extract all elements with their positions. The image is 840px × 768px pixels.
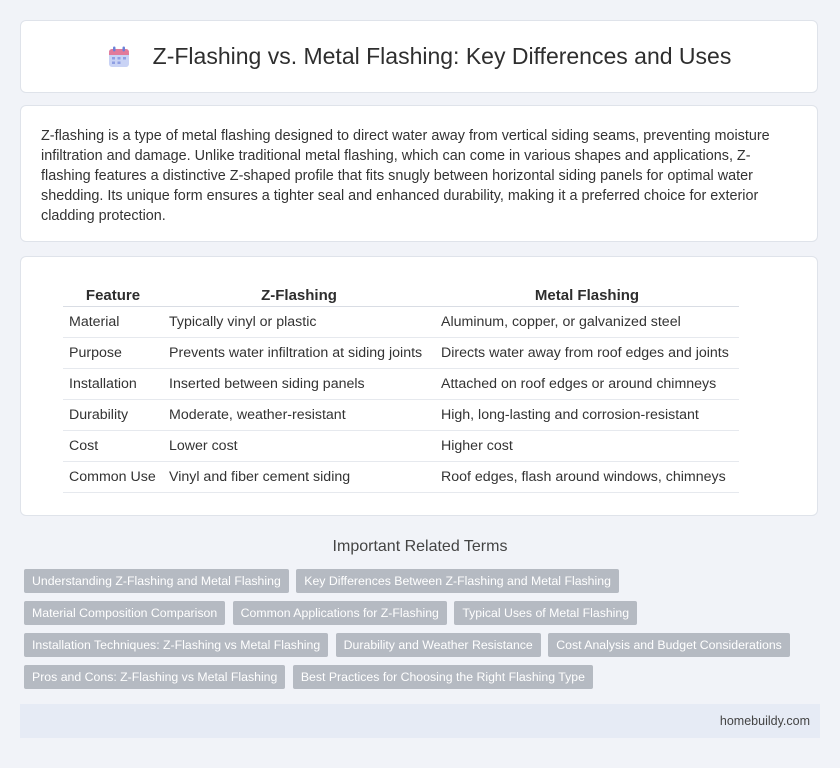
intro-paragraph: Z-flashing is a type of metal flashing designed to direct water away from vertical siding seams, preventing moisture infiltration and damage. Unlike traditional metal flashing, which can come in various shapes and applications, Z-flashing features a distinctive Z-shaped profile that fits snugly between horizontal siding panels for optimal water shedding. Its unique form ensures a tighter seal and enhanced durability, making it a preferred choice for exterior cladding protection. (41, 128, 770, 224)
table-cell: Aluminum, copper, or galvanized steel (435, 307, 739, 338)
table-row (63, 338, 739, 369)
table-cell: Lower cost (163, 431, 435, 462)
column-header-metal-flashing: Metal Flashing (435, 281, 739, 307)
footer (20, 704, 820, 738)
table-row (63, 307, 739, 338)
table-row (63, 369, 739, 400)
intro-card (20, 105, 818, 242)
related-term-tag[interactable]: Common Applications for Z-Flashing (233, 601, 447, 625)
table-cell: Typically vinyl or plastic (163, 307, 435, 338)
table-cell: Vinyl and fiber cement siding (163, 462, 435, 493)
table-cell: Higher cost (435, 431, 739, 462)
page-title-text: Z-Flashing vs. Metal Flashing: Key Differences and Uses (152, 43, 732, 69)
table-row (63, 400, 739, 431)
table-cell: Purpose (63, 338, 163, 369)
table-cell: Moderate, weather-resistant (163, 400, 435, 431)
title-card (20, 20, 818, 93)
table-row (63, 431, 739, 462)
related-terms-title: Important Related Terms (332, 538, 508, 555)
related-terms-list (24, 569, 824, 697)
related-term-tag[interactable]: Installation Techniques: Z-Flashing vs Metal Flashing (24, 633, 328, 657)
related-term-tag[interactable]: Cost Analysis and Budget Considerations (548, 633, 790, 657)
column-header-feature: Feature (63, 281, 163, 307)
column-header-z-flashing: Z-Flashing (163, 281, 435, 307)
table-cell: Cost (63, 431, 163, 462)
footer-site-name: homebuildy.com (719, 714, 810, 728)
related-term-tag[interactable]: Pros and Cons: Z-Flashing vs Metal Flashing (24, 665, 285, 689)
table-cell: Durability (63, 400, 163, 431)
table-cell: Directs water away from roof edges and joints (435, 338, 739, 369)
related-term-tag[interactable]: Material Composition Comparison (24, 601, 225, 625)
table-cell: Material (63, 307, 163, 338)
table-cell: Installation (63, 369, 163, 400)
related-term-tag[interactable]: Understanding Z-Flashing and Metal Flashing (24, 569, 289, 593)
table-cell: Attached on roof edges or around chimneys (435, 369, 739, 400)
calendar-icon (107, 45, 131, 69)
page-title (107, 43, 732, 70)
comparison-table-card (20, 256, 818, 516)
table-cell: Roof edges, flash around windows, chimneys (435, 462, 739, 493)
table-cell: Inserted between siding panels (163, 369, 435, 400)
related-term-tag[interactable]: Durability and Weather Resistance (336, 633, 541, 657)
related-term-tag[interactable]: Key Differences Between Z-Flashing and Metal Flashing (296, 569, 619, 593)
comparison-table (63, 281, 739, 493)
table-cell: Prevents water infiltration at siding joints (163, 338, 435, 369)
related-term-tag[interactable]: Best Practices for Choosing the Right Flashing Type (293, 665, 593, 689)
table-header-row (63, 281, 739, 307)
table-cell: High, long-lasting and corrosion-resistant (435, 400, 739, 431)
table-cell: Common Use (63, 462, 163, 493)
related-term-tag[interactable]: Typical Uses of Metal Flashing (454, 601, 637, 625)
table-row (63, 462, 739, 493)
